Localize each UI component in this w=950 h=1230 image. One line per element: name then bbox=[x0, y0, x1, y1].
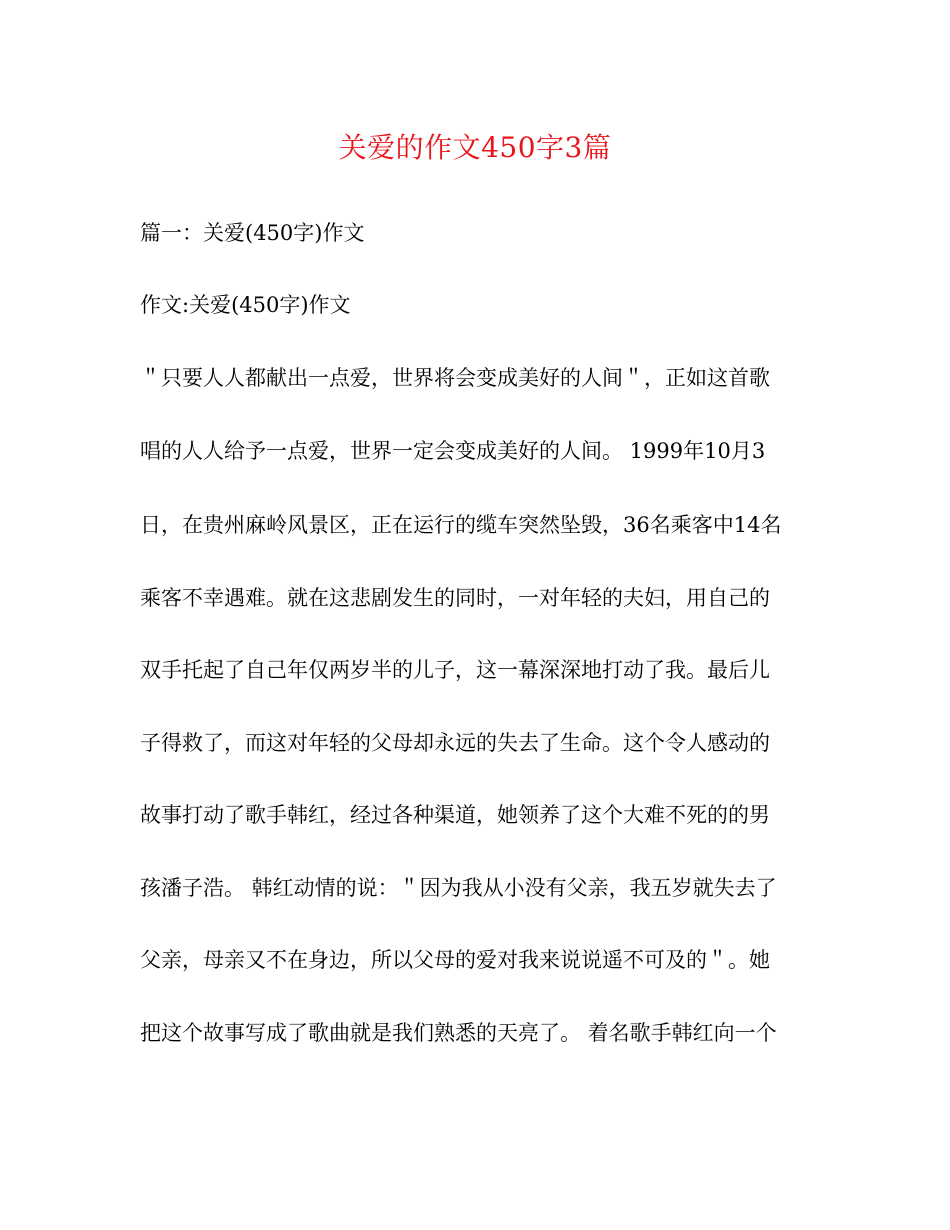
body-line: 乘客不幸遇难。就在这悲剧发生的同时，一对年轻的夫妇，用自己的 bbox=[140, 586, 770, 610]
sub-heading: 作文:关爱(450字)作文 bbox=[140, 293, 351, 317]
body-line: 子得救了，而这对年轻的父母却永远的失去了生命。这个令人感动的 bbox=[140, 731, 770, 755]
body-line: 双手托起了自己年仅两岁半的儿子，这一幕深深地打动了我。最后儿 bbox=[140, 658, 770, 682]
body-line: 日，在贵州麻岭风景区，正在运行的缆车突然坠毁，36名乘客中14名 bbox=[140, 513, 782, 537]
section-heading: 篇一：关爱(450字)作文 bbox=[140, 221, 365, 245]
body-line: 唱的人人给予一点爱，世界一定会变成美好的人间。 1999年10月3 bbox=[140, 439, 766, 463]
body-line: 孩潘子浩。 韩红动情的说：＂因为我从小没有父亲，我五岁就失去了 bbox=[140, 876, 777, 900]
document-title: 关爱的作文450字3篇 bbox=[338, 131, 612, 164]
body-line: 父亲，母亲又不在身边，所以父母的爱对我来说说遥不可及的＂。她 bbox=[140, 948, 770, 972]
body-line: ＂只要人人都献出一点爱，世界将会变成美好的人间＂，正如这首歌 bbox=[140, 366, 770, 390]
body-line: 把这个故事写成了歌曲就是我们熟悉的天亮了。 着名歌手韩红向一个 bbox=[140, 1021, 777, 1045]
body-line: 故事打动了歌手韩红，经过各种渠道，她领养了这个大难不死的的男 bbox=[140, 803, 770, 827]
